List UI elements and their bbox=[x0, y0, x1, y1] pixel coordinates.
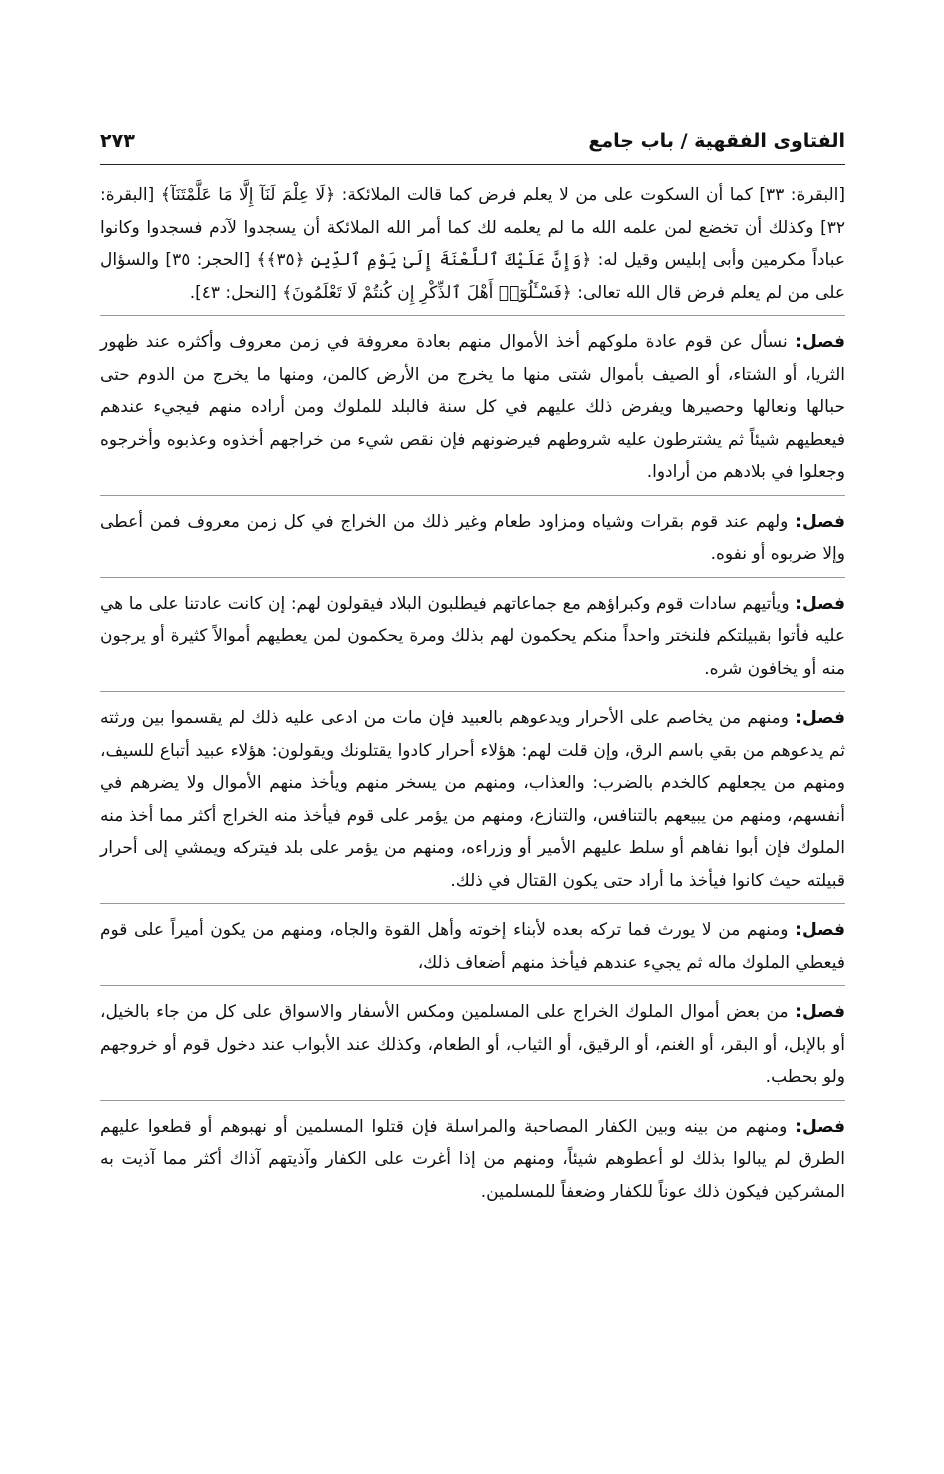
intro-text: [النحل: ٤٣]. bbox=[189, 282, 283, 303]
paragraph-text: ويأتيهم سادات قوم وكبراؤهم مع جماعاتهم فيطلبون البلاد فيقولون لهم: إن كانت عادتنا على ما هي عليه فأتوا بقبيلتكم فلنختر واحداً منكم يحكمون لهم بذلك ومرة يحكمون لمن يعطيهم أموالاً كثيرة أو يرجون منه أو يخافون شره. bbox=[100, 593, 845, 679]
fasl-heading: فصل: bbox=[795, 708, 845, 728]
fasl-paragraph bbox=[100, 914, 845, 986]
page-header bbox=[100, 128, 845, 165]
paragraph-text: ومنهم من بينه وبين الكفار المصاحبة والمراسلة فإن قتلوا المسلمين أو نهبوهم أو قطعوا عليهم الطرق لم يبالوا بذلك لو أعطوهم شيئاً، ومنهم من إذا أغرت على الكفار وآذيتهم آذاك أكثر مما آذيت به المشركين فيكون ذلك عوناً للكفار وضعفاً للمسلمين. bbox=[100, 1116, 845, 1202]
page-number: ٢٧٣ bbox=[100, 130, 135, 152]
quran-verse: ﴿وَإِنَّ عَلَيْكَ ٱللَّعْنَةَ إِلَىٰ يَوْمِ ٱلدِّينِ ﴿٣٥﴾﴾ bbox=[256, 250, 592, 270]
running-title: الفتاوى الفقهية / باب جامع bbox=[588, 130, 845, 152]
paragraph-text: ولهم عند قوم بقرات وشياه ومزاود طعام وغير ذلك من الخراج في كل زمن معروف فمن أعطى وإلا ضربوه أو نفوه. bbox=[100, 511, 845, 564]
page-body bbox=[100, 179, 845, 1214]
intro-text: [البقرة: ٣٢] وكذلك أن تخضع لمن علمه الله ما لم يعلمه لك كما أمر الله الملائكة أن يسجدوا لآدم فسجدوا وكانوا عباداً مكرمين وأبى إبليس وقيل له: bbox=[100, 185, 845, 270]
fasl-paragraph bbox=[100, 506, 845, 578]
paragraph-text: ومنهم من لا يورث فما تركه بعده لأبناء إخوته وأهل القوة والجاه، ومنهم من يكون أميراً على قوم فيعطي الملوك ماله ثم يجيء عندهم فيأخذ منهم أضعاف ذلك، bbox=[100, 920, 845, 973]
fasl-paragraph bbox=[100, 996, 845, 1101]
paragraph-text: من بعض أموال الملوك الخراج على المسلمين ومكس الأسفار والاسواق على كل من جاء بالخيل، أو بالإبل، أو البقر، أو الغنم، أو الرقيق، أو الثياب، أو الطعام، وكذلك عند الأبواب عند دخول قوم أو خروجهم ولو بحطب. bbox=[100, 1002, 845, 1087]
fasl-heading: فصل: bbox=[795, 1116, 845, 1137]
book-page bbox=[100, 128, 845, 1224]
fasl-paragraph bbox=[100, 326, 845, 496]
quran-verse: ﴿لَا عِلْمَ لَنَآ إِلَّا مَا عَلَّمْتَنَآ﴾ bbox=[160, 185, 336, 205]
paragraph-text: ومنهم من يخاصم على الأحرار ويدعوهم بالعبيد فإن مات من ادعى عليه ذلك لم يقسموا بين ورثته ثم يدعوهم من بقي باسم الرق، وإن قلت لهم: هؤلاء أحرار كادوا يقتلونك ويقولون: هؤلاء عبيد أتباع للسيف، ومنهم من يجعلهم كالخدم بالضرب: والعذاب، ومنهم من يسخر منهم ويأخذ منهم الأموال ولا يضرهم في أنفسهم، ومنهم من يبيعهم بالتنافس، والتنازع، ومنهم من يؤمر على قوم فيأخذ منه الخراج أكثر مما أخذ منه الملوك فإن أبوا نفاهم أو سلط عليهم الأمير أو وزراءه، ومنهم من يؤمر على بلد فيتركه ويمشي إلى أحرار قبيلته حيث كانوا فيأخذ ما أراد حتى يكون القتال في ذلك. bbox=[100, 708, 845, 891]
fasl-heading: فصل: bbox=[795, 593, 845, 614]
fasl-heading: فصل: bbox=[795, 920, 845, 940]
fasl-paragraph bbox=[100, 1111, 845, 1215]
intro-text: [البقرة: ٣٣] كما أن السكوت على من لا يعلم فرض كما قالت الملائكة: bbox=[335, 185, 846, 205]
quran-verse: ﴿فَسْـَٔلُوٓا۟ أَهْلَ ٱلذِّكْرِ إِن كُنتُمْ لَا تَعْلَمُونَ﴾ bbox=[282, 282, 572, 303]
fasl-heading: فصل: bbox=[795, 332, 845, 352]
intro-text: [الحجر: ٣٥] والسؤال على من لم يعلم فرض قال الله تعالى: bbox=[100, 250, 845, 303]
fasl-heading: فصل: bbox=[795, 1002, 845, 1022]
fasl-paragraph bbox=[100, 702, 845, 904]
fasl-paragraph bbox=[100, 588, 845, 693]
intro-paragraph bbox=[100, 179, 845, 316]
fasl-heading: فصل: bbox=[795, 511, 845, 532]
paragraph-text: نسأل عن قوم عادة ملوكهم أخذ الأموال منهم بعادة معروفة في زمن معروف وأكثره عند ظهور الثريا، أو الشتاء، أو الصيف بأموال شتى منها ما يخرج من الأرض كالمن، ومنها ما يخرج من الدوم حتى حبالها ونعالها وحصيرها ويفرض ذلك عليهم في كل سنة فالبلد للملوك ومن أراده منهم فيجيء عندهم فيعطيهم شيئاً ثم يشترطون عليه شروطهم فيرضونهم فإن نقص شيء من خراجهم أخذوه وعذبوه وأخرجوه وجعلوا في بلادهم من أرادوا. bbox=[100, 332, 845, 482]
